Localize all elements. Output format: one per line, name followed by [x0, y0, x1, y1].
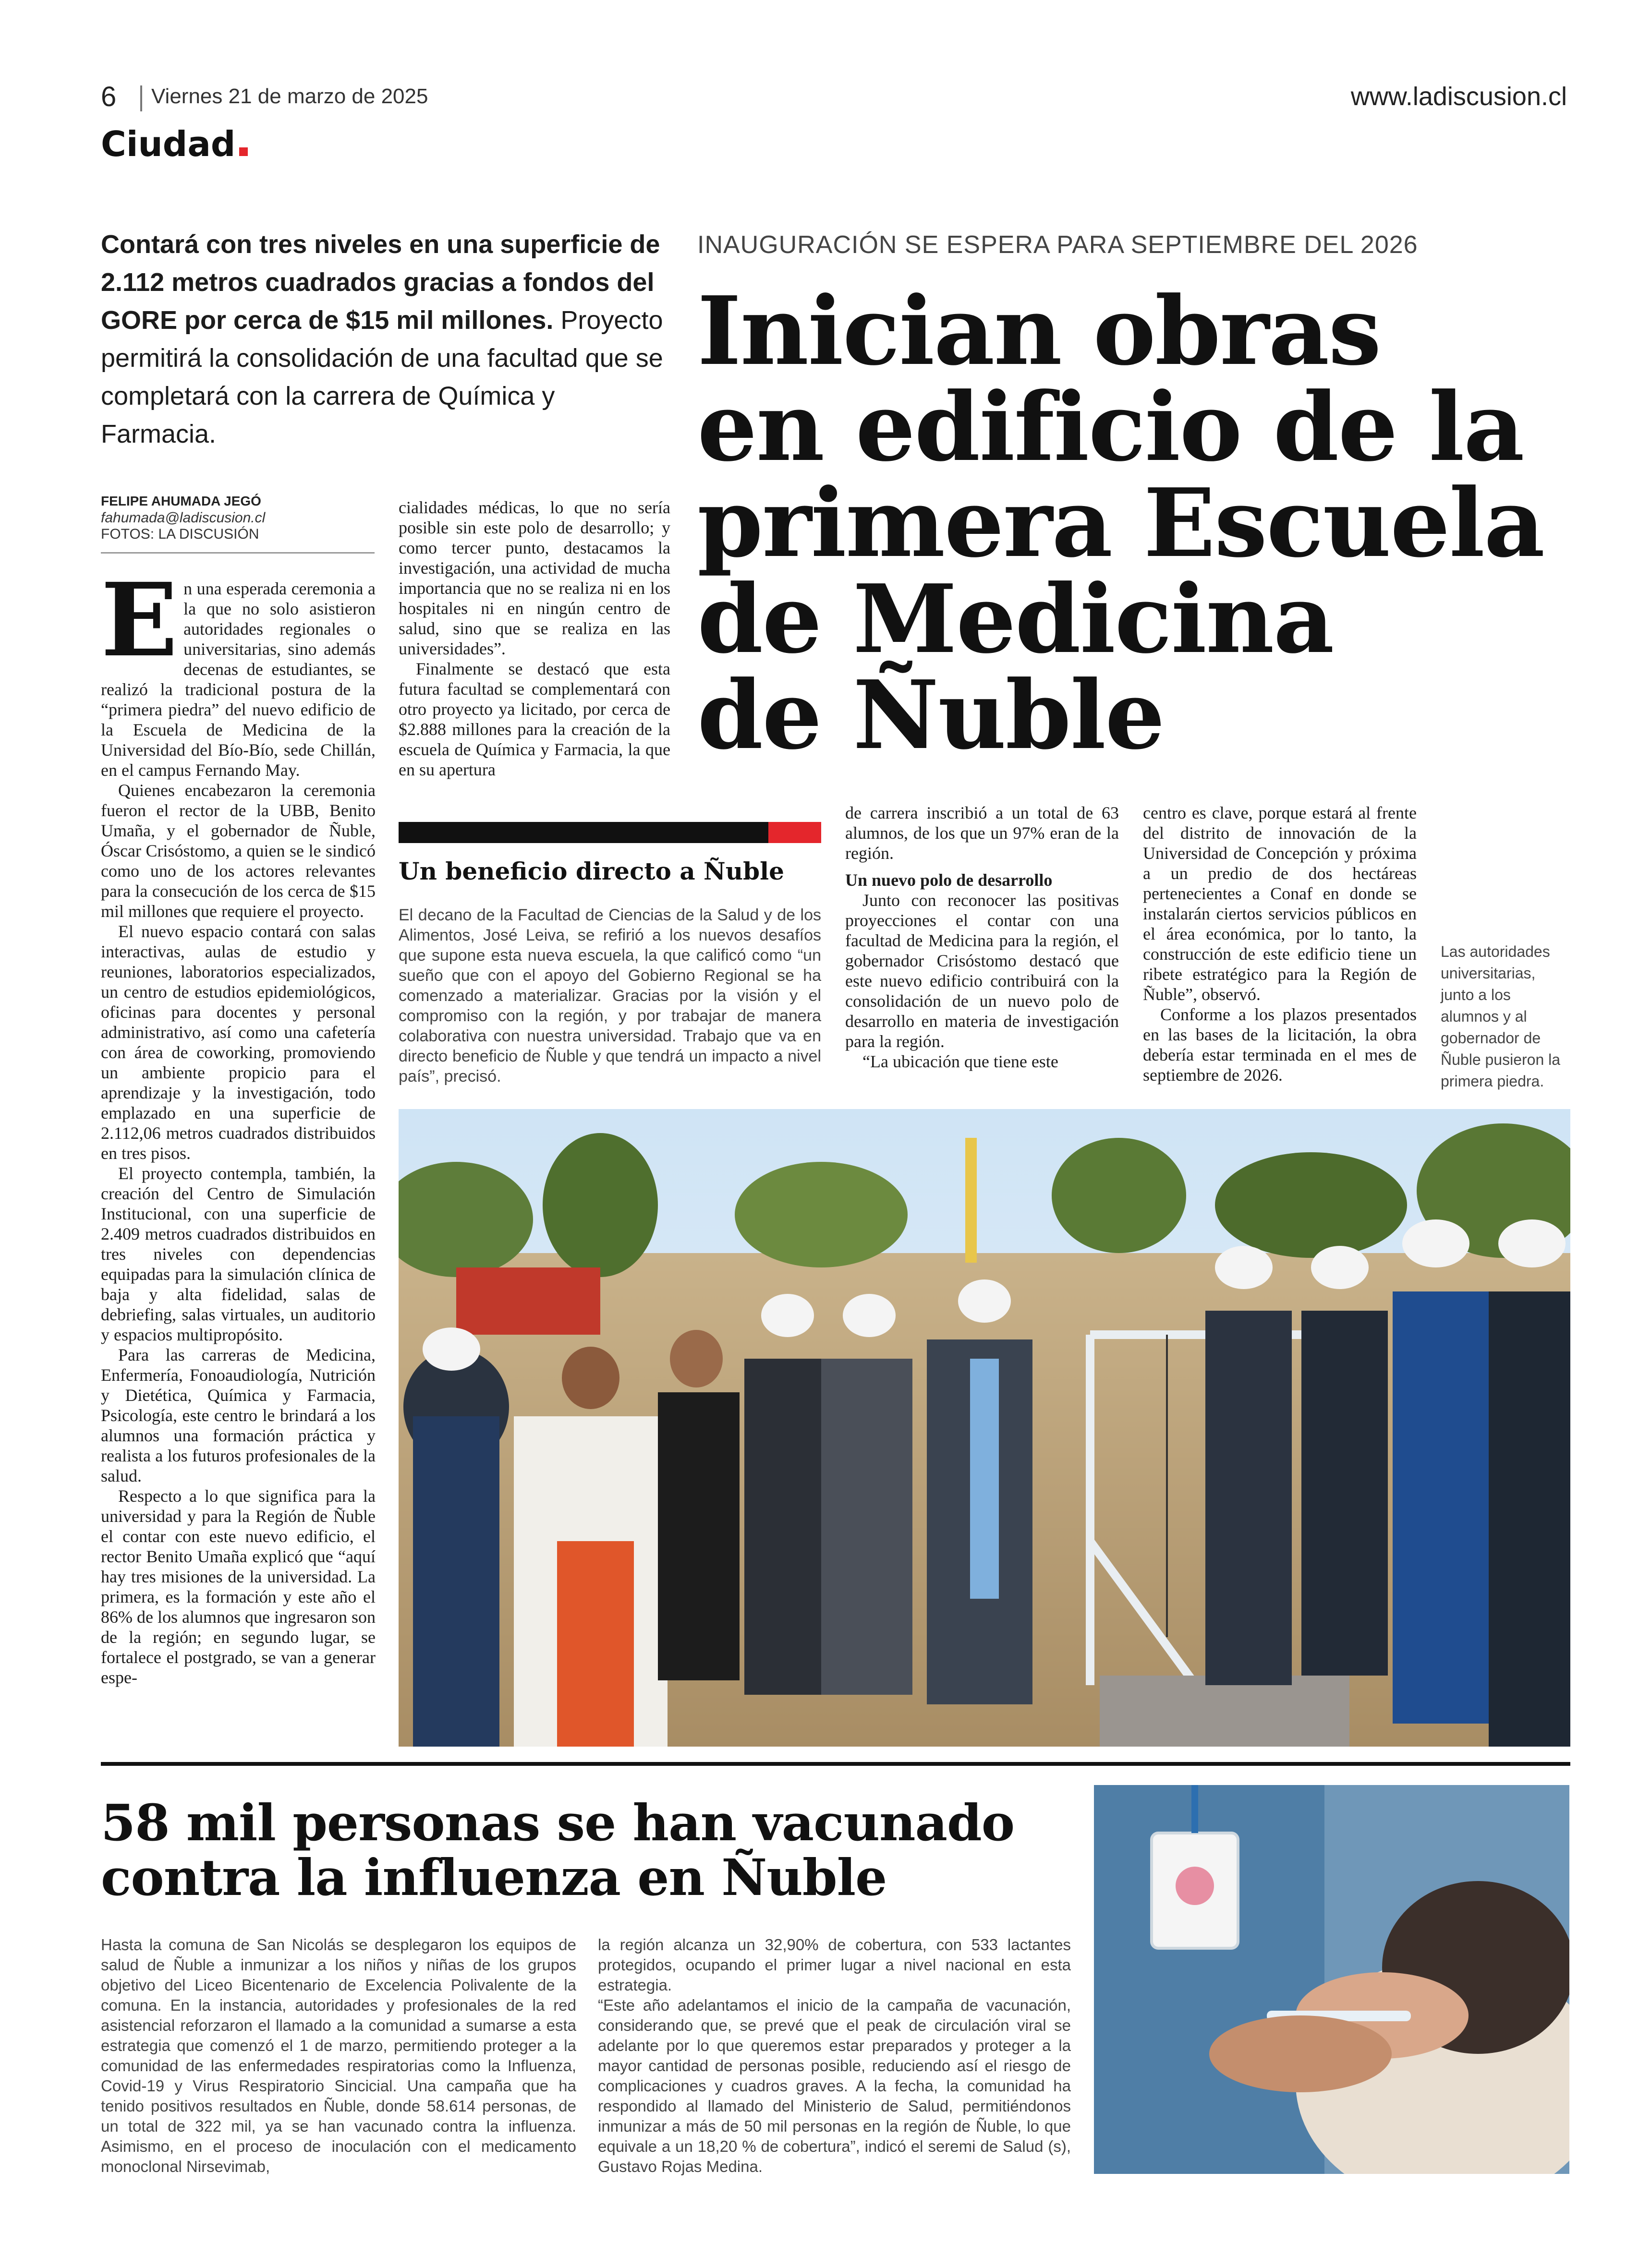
lead-bold: Contará con tres niveles en una superficie de 2.112 metros cuadrados gracias a fondos del GORE por cerca de $15 mil millones.	[101, 230, 660, 335]
drop-cap: E	[101, 561, 178, 679]
byline-divider	[101, 552, 375, 554]
paragraph: Para las carreras de Medicina, Enfermería, Fonoaudiología, Nutrición y Dietética, Química y Farmacia, Psicología, este centro le brindará a los alumnos una formación práctica y realista a los futuros profesionales de la salud.	[101, 1345, 376, 1485]
headline-line: 58 mil personas se han vacunado	[101, 1793, 1015, 1852]
article-column-1	[101, 561, 376, 1688]
paragraph: El proyecto contempla, también, la creación del Centro de Simulación Institucional, con una superficie de 2.409 metros cuadrados distribuidos en tres niveles con dependencias equipadas para la simulación clínica de baja y alta fidelidad, salas de debriefing, salas virtuales, un auditorio y espacios multipropósito.	[101, 1164, 376, 1344]
header-separator	[140, 85, 142, 111]
lead-rest: Proyecto permitirá la consolidación de una facultad que se completará con la carrera de Química y Farmacia.	[101, 306, 663, 448]
issue-date: Viernes 21 de marzo de 2025	[151, 84, 428, 108]
paragraph: Respecto a lo que significa para la universidad y para la Región de Ñuble el contar con este nuevo edificio, el rector Benito Umaña explicó que “aquí hay tres misiones de la universidad. La primera, es la formación y este año el 86% de los alumnos que ingresaron son de la región; en segundo lugar, se fortalece el postgrado, se van a generar espe-	[101, 1486, 376, 1687]
paragraph: “La ubicación que tiene este	[862, 1052, 1058, 1071]
headline-line: contra la influenza en Ñuble	[101, 1848, 887, 1907]
paragraph: centro es clave, porque estará al frente del distrito de innovación de la Universidad de Concepción y próxima a un predio de dos hectáreas pertenecientes a Conaf en donde se instalarán ciertos servicios públicos en el área económica, por lo tanto, la construcción de este edificio tiene un ribete estratégico para la Región de Ñuble”, observó.	[1143, 803, 1417, 1004]
boxout-title: Un beneficio directo a Ñuble	[399, 857, 784, 885]
article2-column-1: Hasta la comuna de San Nicolás se desplegaron los equipos de salud de Ñuble a inmunizar a los niños y niñas de los grupos objetivo del Liceo Bicentenario de Excelencia Polivalente de la comuna. En la instancia, autoridades y profesionales de la red asistencial reforzaron el llamado a la comunidad a sumarse a esta estrategia que comenzó el 1 de marzo, permitiendo proteger a la comunidad de las enfermedades respiratorias como la Influenza, Covid-19 y Virus Respiratorio Sincicial. Una campaña que ha tenido positivos resultados en Ñuble, donde 58.614 personas, de un total de 322 mil, ya se han vacunado contra la influenza. Asimismo, en el proceso de inoculación con el medicamento monoclonal Nirsevimab,	[101, 1936, 576, 2175]
headline-line: de Medicina	[697, 564, 1334, 675]
paragraph: El nuevo espacio contará con salas interactivas, aulas de estudio y reuniones, laboratorios especializados, un centro de estudios epidemiológicos, oficinas para docentes y personal administrativo, así como una cafetería con área de coworking, promoviendo un ambiente propicio para el aprendizaje y la investigación, todo emplazado en una superficie de 2.112,06 metros cuadrados distribuidos en tres pisos.	[101, 922, 376, 1163]
headline-line: de Ñuble	[697, 660, 1164, 771]
paragraph: cialidades médicas, lo que no sería posible sin este polo de desarrollo; y como tercer punto, destacamos la investigación, una actividad de mucha importancia que no se realiza ni en los hospitales ni en ningún centro de salud, sino que se realiza en las universidades”.	[399, 498, 670, 658]
article2-column-2	[598, 1935, 1071, 2177]
paragraph: “Este año adelantamos el inicio de la campaña de vacunación, considerando que, se prevé que el peak de circulación viral se adelante por lo que queremos estar preparados y proteger a la mayor cantidad de personas posible, reduciendo así el riesgo de complicaciones y cuadros graves. A la fecha, la comunidad ha respondido al llamado del Ministerio de Salud, permitiéndonos inmunizar a más de 50 mil personas en la región de Ñuble, lo que equivale a un 18,20 % de cobertura”, indicó el seremi de Salud (s), Gustavo Rojas Medina.	[598, 1996, 1071, 2175]
headline-line: primera Escuela	[697, 468, 1544, 579]
article-kicker: INAUGURACIÓN SE ESPERA PARA SEPTIEMBRE DEL 2026	[697, 231, 1418, 259]
section-dot	[239, 147, 248, 156]
article2-headline	[101, 1793, 1061, 1907]
photo-credit: FOTOS: LA DISCUSIÓN	[101, 526, 259, 542]
article-column-2	[399, 497, 670, 780]
page-number: 6	[101, 81, 117, 112]
paragraph: Quienes encabezaron la ceremonia fueron el rector de la UBB, Benito Umaña, y el gobernador de Ñuble, Óscar Crisóstomo, a quien se le sindicó como uno de los actores relevantes para la consecución de los cerca de $15 mil millones que requiere el proyecto.	[101, 781, 376, 921]
paragraph: Finalmente se destacó que esta futura facultad se complementará con otro proyecto ya licitado, por cerca de $2.888 millones para la creación de la escuela de Química y Farmacia, la que en su apertura	[399, 659, 670, 779]
section-divider	[101, 1762, 1570, 1766]
byline-author: FELIPE AHUMADA JEGÓ	[101, 494, 261, 508]
website-url: www.ladiscusion.cl	[1350, 82, 1567, 111]
subheading: Un nuevo polo de desarrollo	[845, 870, 1053, 890]
photo-caption: Las autoridades universitarias, junto a los alumnos y al gobernador de Ñuble pusieron la primera piedra.	[1441, 943, 1561, 1090]
ceremony-photo	[399, 1109, 1570, 1747]
paragraph: la región alcanza un 32,90% de cobertura, con 533 lactantes protegidos, ocupando el primer lugar a nivel nacional en esta estrategia.	[598, 1936, 1071, 1994]
headline-line: Inician obras	[697, 276, 1381, 386]
boxout-bar-accent	[768, 822, 821, 843]
paragraph: Conforme a los plazos presentados en las bases de la licitación, la obra debería estar terminada en el mes de septiembre de 2026.	[1143, 1005, 1417, 1085]
paragraph-text: n una esperada ceremonia a la que no solo asistieron autoridades regionales o universitarias, sino además decenas de estudiantes, se realizó la tradicional postura de la “primera piedra” del nuevo edificio de la Escuela de Medicina de la Universidad del Bío-Bío, sede Chillán, en el campus Fernando May.	[101, 579, 376, 780]
paragraph: de carrera inscribió a un total de 63 alumnos, de los que un 97% eran de la región.	[845, 803, 1119, 863]
boxout-bar	[399, 822, 768, 843]
article-headline	[697, 276, 1571, 771]
vaccination-photo	[1094, 1785, 1569, 2174]
headline-line: en edificio de la	[697, 372, 1524, 483]
section-label: Ciudad	[101, 124, 236, 164]
section-title	[101, 124, 248, 164]
paragraph	[101, 561, 376, 780]
boxout-text: El decano de la Facultad de Ciencias de la Salud y de los Alimentos, José Leiva, se refirió a los nuevos desafíos que supone esta nueva escuela, la que calificó como “un sueño que con el apoyo del Gobierno Regional se ha comenzado a materializar. Gracias por la visión y el compromiso con la región, y por trabajar de manera colaborativa con nuestra universidad. Trabajo que va en directo beneficio de Ñuble y que tendrá un impacto a nivel país”, precisó.	[399, 906, 821, 1086]
article-column-4	[1143, 803, 1417, 1085]
paragraph: Junto con reconocer las positivas proyecciones el contar con una facultad de Medicina para la región, el gobernador Crisóstomo destacó que este nuevo edificio contribuirá con la consolidación de un nuevo polo de desarrollo en materia de investigación para la región.	[845, 891, 1119, 1051]
byline-email[interactable]: fahumada@ladiscusion.cl	[101, 510, 266, 526]
article-column-3	[845, 803, 1119, 1072]
article-lead	[101, 226, 668, 453]
